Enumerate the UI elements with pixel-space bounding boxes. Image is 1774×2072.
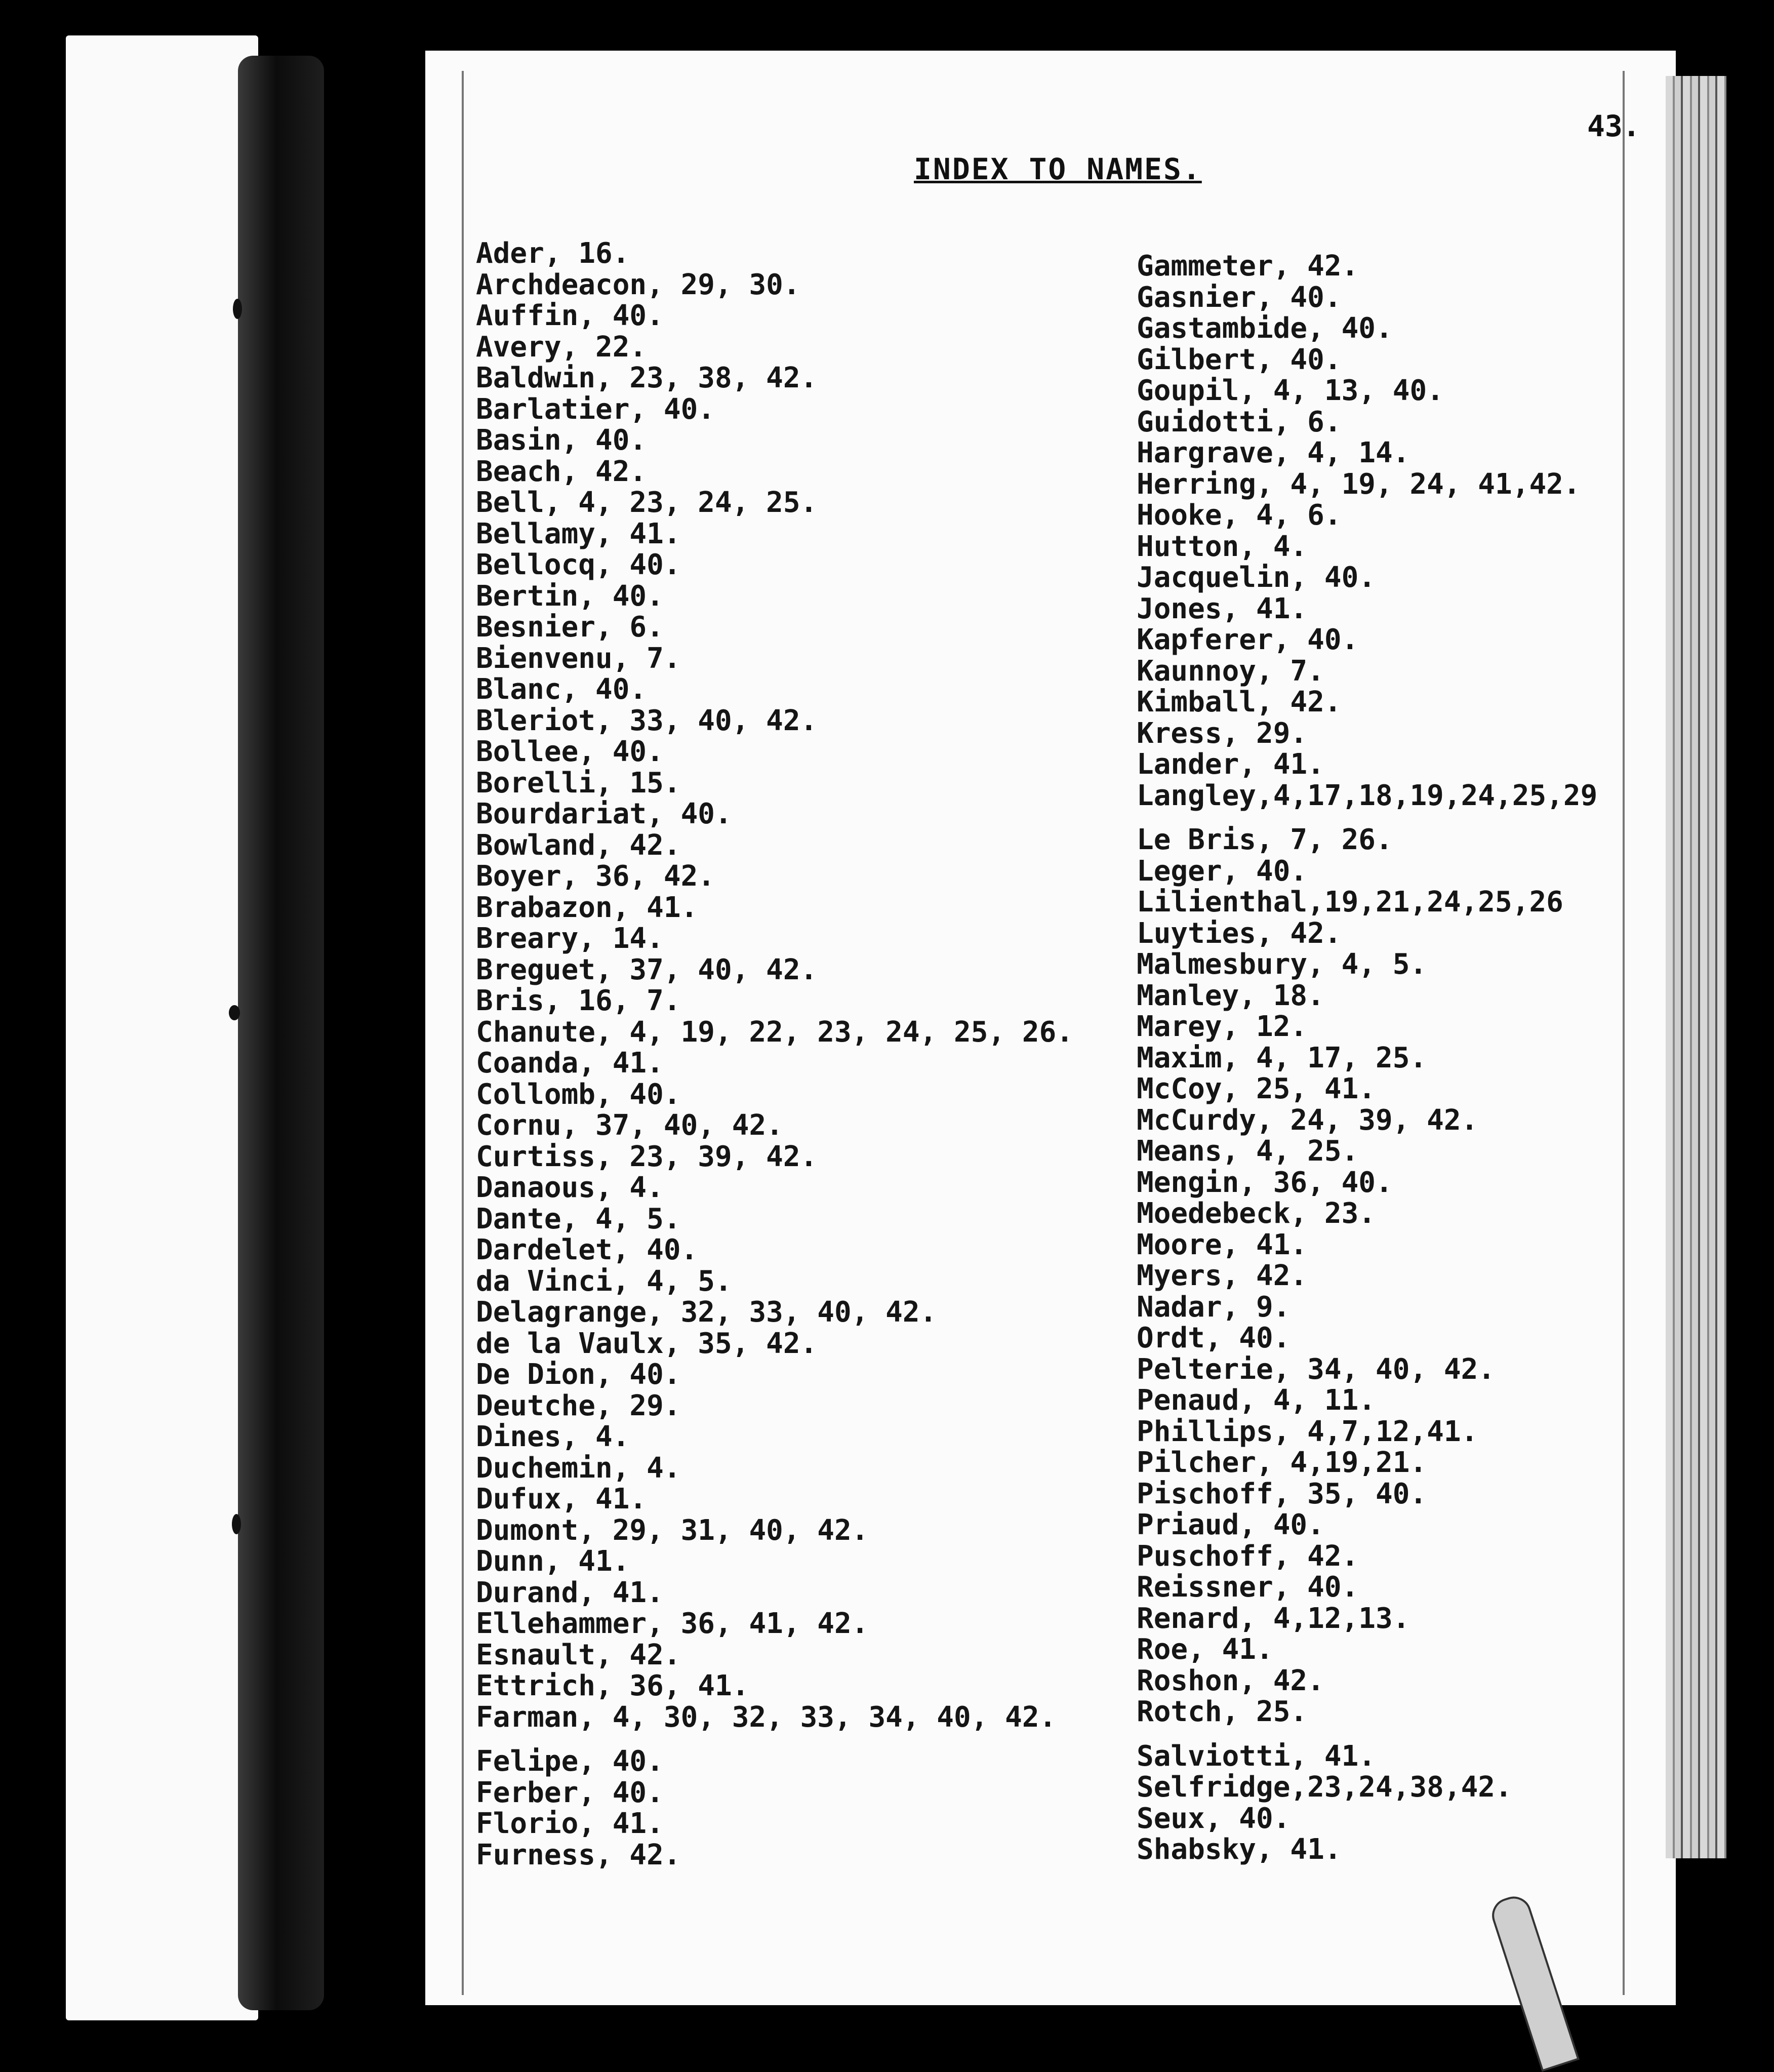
index-entry: Dines, 4. [476,1420,630,1453]
book-gutter [238,56,324,2010]
index-entry: Ellehammer, 36, 41, 42. [476,1607,869,1640]
index-entry: Bell, 4, 23, 24, 25. [476,486,818,519]
index-entry: Bertin, 40. [476,579,664,613]
index-entry: Boyer, 36, 42. [476,860,715,893]
index-entry: Dunn, 41. [476,1545,630,1578]
index-entry: Priaud, 40. [1137,1508,1324,1541]
index-entry: Auffin, 40. [476,299,664,332]
index-entry: Danaous, 4. [476,1171,664,1204]
binder-hole-1 [233,299,242,319]
index-entry: de la Vaulx, 35, 42. [476,1327,818,1360]
index-entry: Florio, 41. [476,1807,664,1840]
index-entry: Ordt, 40. [1137,1322,1291,1354]
left-page-edge [66,35,258,2020]
index-entry: McCoy, 25, 41. [1137,1072,1376,1105]
page-stack-edges [1666,76,1726,1858]
index-entry: Collomb, 40. [476,1078,681,1111]
index-entry: Baldwin, 23, 38, 42. [476,362,818,394]
index-entry: Roshon, 42. [1137,1664,1324,1697]
index-entry: Barlatier, 40. [476,392,715,426]
index-entry: Pelterie, 34, 40, 42. [1137,1352,1496,1386]
index-entry: Malmesbury, 4, 5. [1137,948,1427,981]
index-entry: De Dion, 40. [476,1358,681,1391]
index-entry: Archdeacon, 29, 30. [476,268,800,301]
index-entry: Puschoff, 42. [1137,1539,1359,1573]
index-entry: Guidotti, 6. [1137,405,1342,439]
index-entry: Esnault, 42. [476,1638,681,1671]
index-entry: Lilienthal,19,21,24,25,26 [1137,886,1563,919]
index-entry: Jones, 41. [1137,592,1308,625]
index-entry: Felipe, 40. [476,1745,664,1778]
index-entry: Means, 4, 25. [1137,1135,1359,1168]
index-entry: Pischoff, 35, 40. [1137,1477,1427,1510]
index-entry: Cornu, 37, 40, 42. [476,1109,783,1142]
index-entry: Bellocq, 40. [476,548,681,581]
index-entry: Bienvenu, 7. [476,642,681,675]
index-entry: Dardelet, 40. [476,1233,698,1266]
index-entry: Pilcher, 4,19,21. [1137,1446,1427,1479]
index-entry: Bowland, 42. [476,828,681,862]
index-entry: Shabsky, 41. [1137,1833,1342,1866]
index-entry: Nadar, 9. [1137,1290,1291,1324]
index-entry: Beach, 42. [476,455,647,488]
index-entry: Hargrave, 4, 14. [1137,436,1410,469]
index-entry: Avery, 22. [476,330,647,364]
index-entry: Breguet, 37, 40, 42. [476,953,818,986]
index-entry: Marey, 12. [1137,1010,1308,1043]
index-entry: Luyties, 42. [1137,917,1342,950]
index-entry: Kaunnoy, 7. [1137,654,1324,688]
index-entry: Maxim, 4, 17, 25. [1137,1041,1427,1074]
index-entry: Coanda, 41. [476,1047,664,1080]
index-entry: Bourdariat, 40. [476,798,732,830]
index-entry: Phillips, 4,7,12,41. [1137,1415,1478,1448]
index-entry: Gasnier, 40. [1137,281,1342,314]
index-entry: Penaud, 4, 11. [1137,1384,1376,1417]
index-entry: Ader, 16. [476,237,630,270]
index-column-left [476,238,1073,1870]
index-entry: Bris, 16, 7. [476,984,681,1017]
index-entry: Manley, 18. [1137,979,1324,1012]
index-entry: Moore, 41. [1137,1228,1308,1261]
index-entry: Kapferer, 40. [1137,623,1359,656]
index-entry: Kimball, 42. [1137,686,1342,719]
index-column-right [1137,251,1597,1865]
index-entry: Goupil, 4, 13, 40. [1137,374,1444,407]
index-entry: Lander, 41. [1137,748,1324,781]
index-entry: Furness, 42. [476,1838,681,1871]
index-entry: Hooke, 4, 6. [1137,499,1342,532]
index-entry: Bollee, 40. [476,735,664,768]
index-entry: Ferber, 40. [476,1776,664,1809]
index-entry: Dufux, 41. [476,1483,647,1516]
index-entry: Chanute, 4, 19, 22, 23, 24, 25, 26. [476,1015,1074,1049]
index-entry: Delagrange, 32, 33, 40, 42. [476,1296,937,1329]
page-number: 43. [1587,109,1640,143]
index-entry: Hutton, 4. [1137,530,1308,563]
index-entry: Mengin, 36, 40. [1137,1166,1393,1199]
index-entry: Brabazon, 41. [476,891,698,924]
index-entry: Moedebeck, 23. [1137,1197,1376,1230]
index-entry: Gastambide, 40. [1137,312,1393,345]
index-entry: Reissner, 40. [1137,1571,1359,1604]
index-entry: Besnier, 6. [476,611,664,644]
index-entry: da Vinci, 4, 5. [476,1264,732,1298]
index-entry: Rotch, 25. [1137,1695,1308,1728]
index-entry: Durand, 41. [476,1576,664,1609]
index-entry: Ettrich, 36, 41. [476,1669,749,1702]
margin-rule-right [1623,71,1625,1995]
binder-hole-3 [232,1514,241,1534]
page-heading: INDEX TO NAMES. [914,152,1202,186]
index-entry: Jacquelin, 40. [1137,561,1376,594]
index-entry: Dante, 4, 5. [476,1202,681,1236]
binder-hole-2 [229,1005,240,1020]
index-entry: Duchemin, 4. [476,1451,681,1485]
index-entry: Salviotti, 41. [1137,1739,1376,1773]
index-entry: Le Bris, 7, 26. [1137,823,1393,856]
index-entry: Bellamy, 41. [476,517,681,550]
index-entry: Roe, 41. [1137,1633,1273,1666]
index-entry: Borelli, 15. [476,766,681,800]
index-entry: Farman, 4, 30, 32, 33, 34, 40, 42. [476,1700,1057,1734]
index-entry: McCurdy, 24, 39, 42. [1137,1103,1478,1137]
index-entry: Gammeter, 42. [1137,250,1359,283]
index-entry: Leger, 40. [1137,854,1308,888]
index-entry: Herring, 4, 19, 24, 41,42. [1137,467,1581,501]
index-entry: Deutche, 29. [476,1389,681,1422]
index-entry: Curtiss, 23, 39, 42. [476,1140,818,1173]
index-entry: Bleriot, 33, 40, 42. [476,704,818,737]
index-entry: Dumont, 29, 31, 40, 42. [476,1513,869,1547]
index-entry: Kress, 29. [1137,716,1308,750]
index-entry: Breary, 14. [476,922,664,955]
margin-rule-left [462,71,464,1995]
index-entry: Gilbert, 40. [1137,343,1342,376]
index-entry: Seux, 40. [1137,1802,1291,1835]
index-entry: Selfridge,23,24,38,42. [1137,1771,1512,1804]
index-entry: Renard, 4,12,13. [1137,1602,1410,1635]
index-entry: Basin, 40. [476,424,647,457]
index-entry: Langley,4,17,18,19,24,25,29 [1137,779,1598,812]
index-entry: Blanc, 40. [476,673,647,706]
index-entry: Myers, 42. [1137,1259,1308,1292]
